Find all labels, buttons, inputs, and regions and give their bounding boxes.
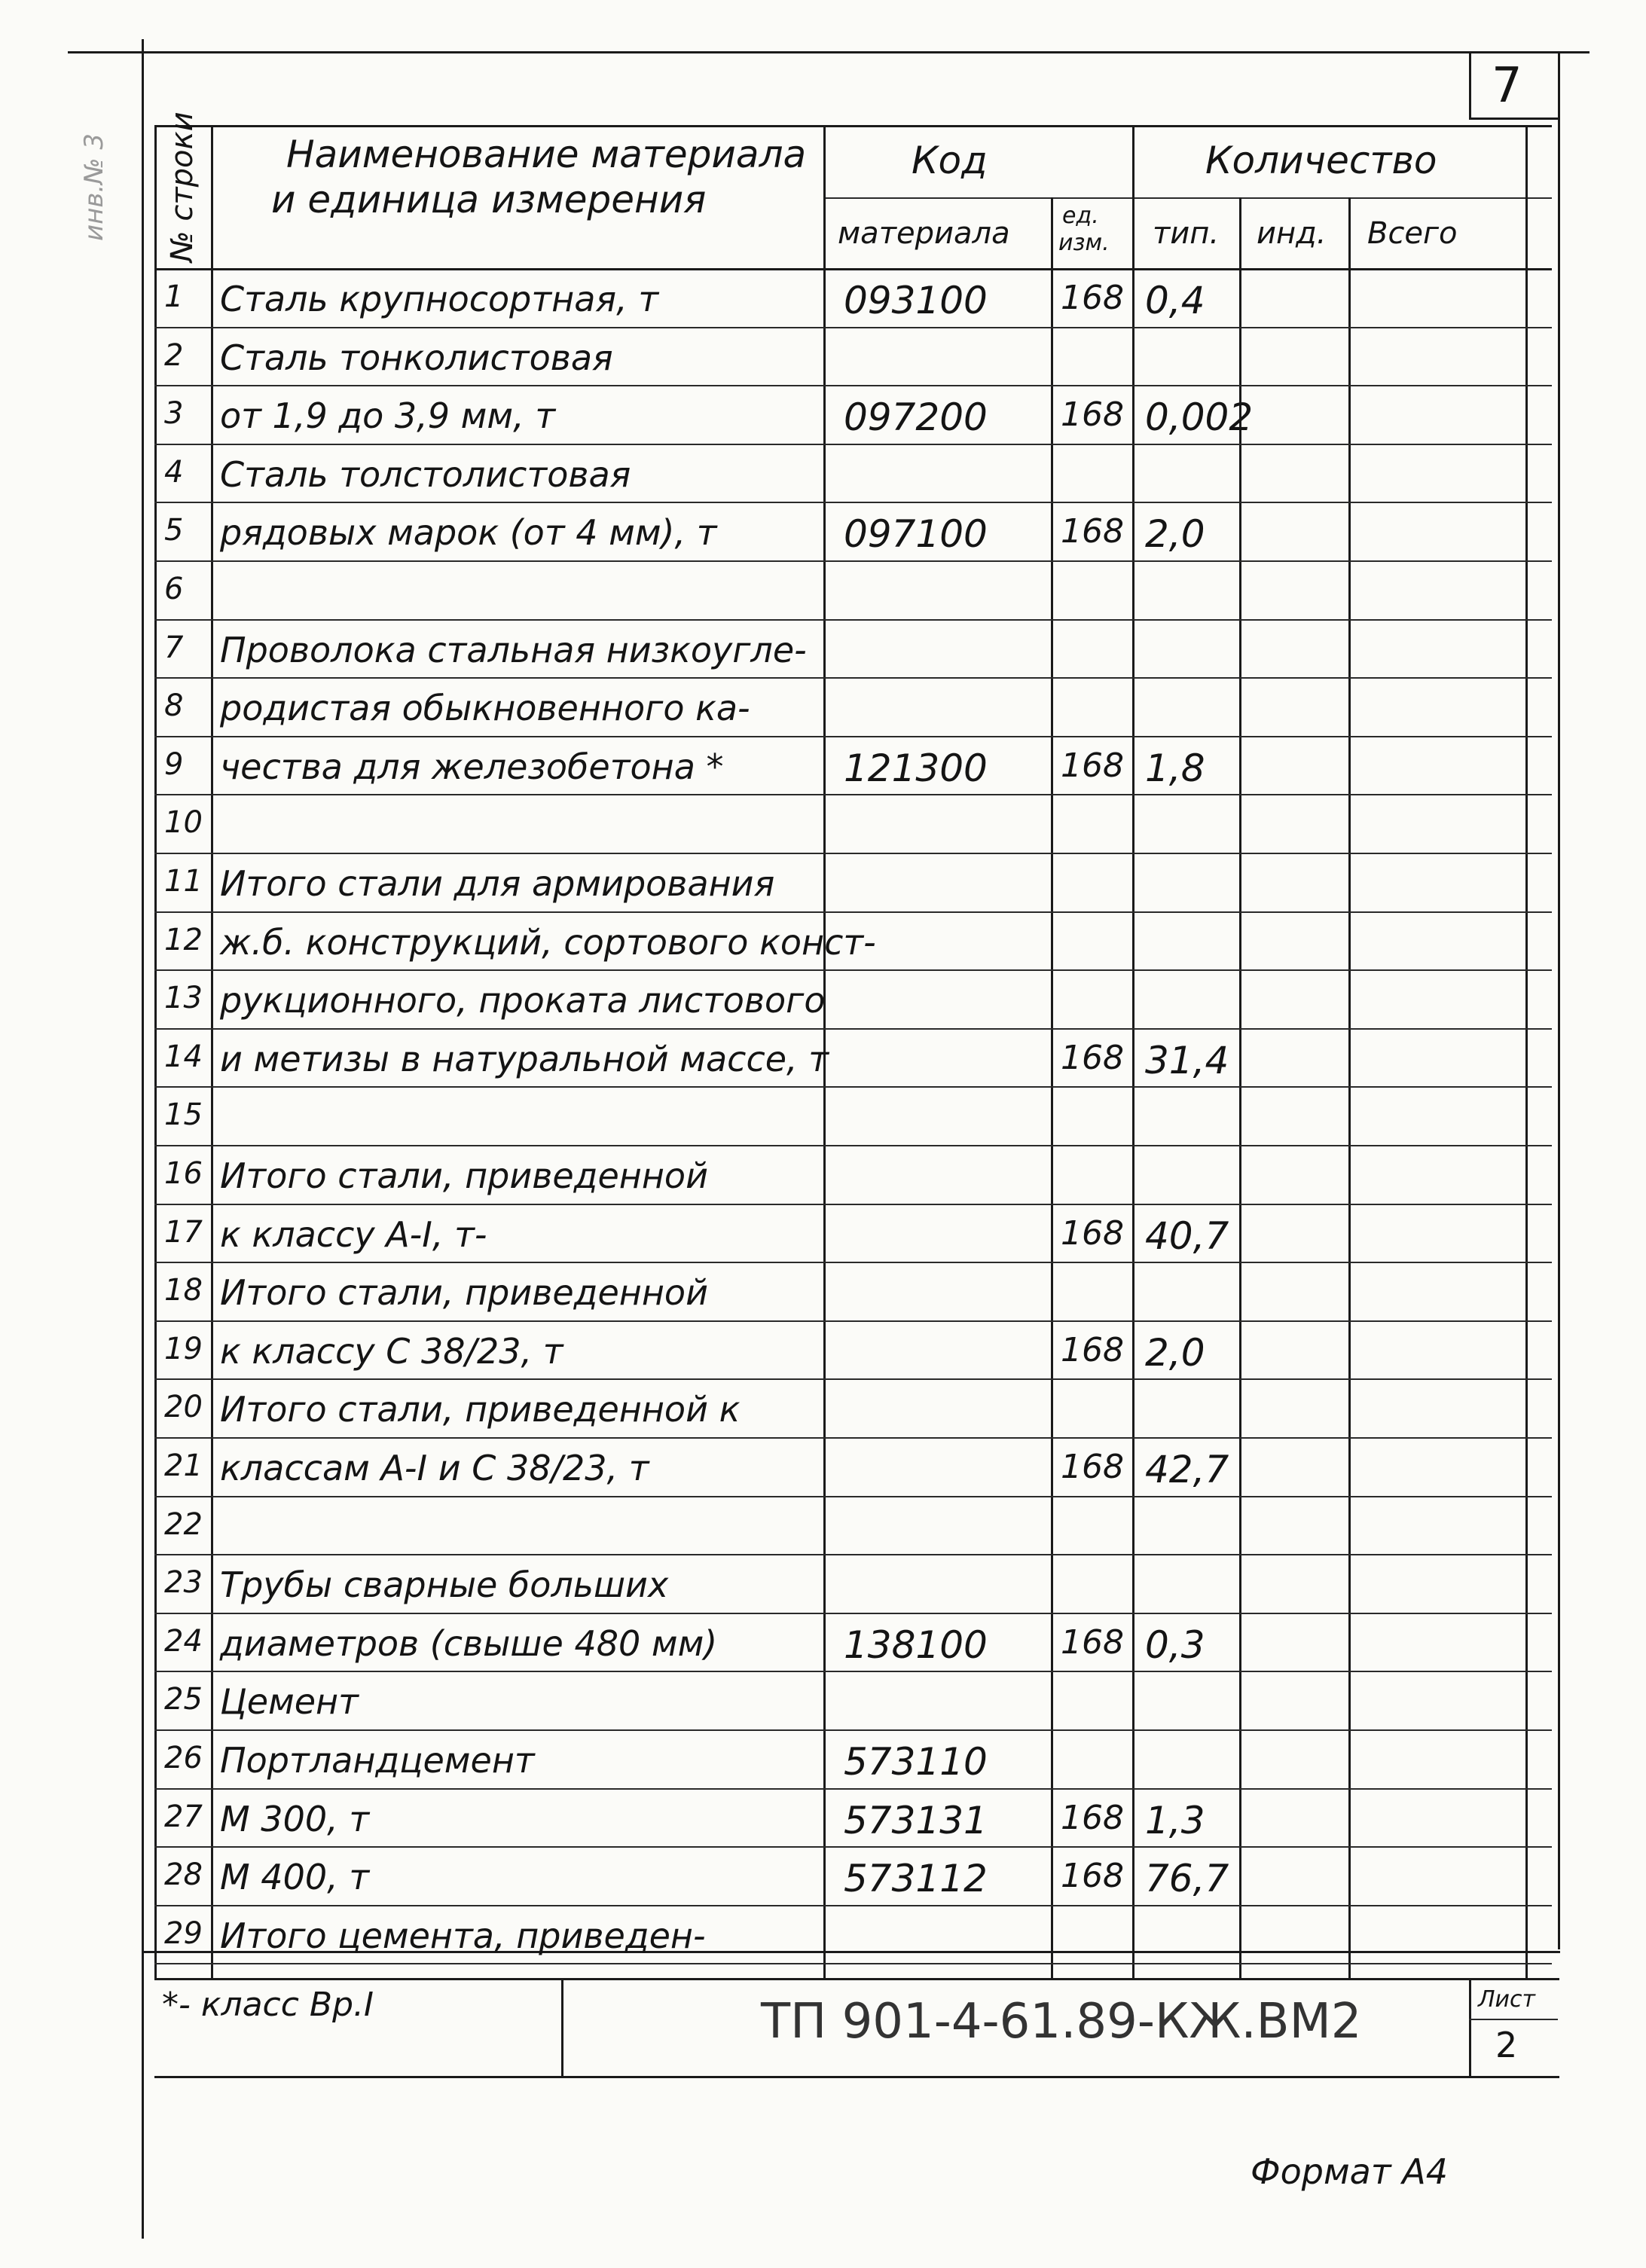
- row-number: 17: [164, 1214, 203, 1250]
- header-ind: инд.: [1257, 216, 1327, 251]
- row-number: 15: [164, 1097, 203, 1133]
- row-number: 28: [164, 1857, 203, 1893]
- table-row-line: [154, 502, 1552, 503]
- header-bottom-line: [154, 268, 1552, 270]
- col-line-5: [1239, 197, 1241, 1978]
- row-unit-code: 168: [1061, 279, 1124, 317]
- table-row-line: [154, 1145, 1552, 1146]
- frame-left-line: [142, 39, 144, 2239]
- header-name-line2: и единица измерения: [271, 178, 707, 221]
- row-material-name: и метизы в натуральной массе, т: [220, 1038, 829, 1079]
- row-number: 24: [164, 1623, 203, 1659]
- sheet-box-mid: [1469, 2019, 1558, 2020]
- table-row-line: [154, 1554, 1552, 1555]
- format-label: Формат А4: [1251, 2151, 1448, 2192]
- row-material-name: рядовых марок (от 4 мм), т: [220, 512, 717, 554]
- row-number: 9: [164, 746, 184, 782]
- row-number: 11: [164, 864, 203, 899]
- row-material-name: М 400, т: [220, 1857, 370, 1898]
- row-material-code: 573131: [844, 1798, 988, 1842]
- col-line-6: [1348, 197, 1351, 1978]
- table-row-line: [154, 1613, 1552, 1614]
- row-typ-quantity: 31,4: [1145, 1038, 1229, 1082]
- row-material-name: Сталь толстолистовая: [220, 453, 631, 495]
- row-unit-code: 168: [1061, 1622, 1124, 1662]
- row-material-name: классам А-I и С 38/23, т: [220, 1448, 649, 1488]
- col-line-0: [154, 125, 157, 1978]
- header-material: материала: [838, 216, 1010, 251]
- col-line-1: [211, 125, 213, 1978]
- col-line-4: [1132, 125, 1134, 1978]
- header-name-line1: Наименование материала: [286, 133, 807, 176]
- row-typ-quantity: 0,002: [1145, 395, 1254, 440]
- page-number-box-left: [1469, 51, 1471, 119]
- table-row-line: [154, 969, 1552, 971]
- table-row-line: [154, 911, 1552, 913]
- row-unit-code: 168: [1061, 1330, 1124, 1369]
- header-row-number: № строки: [165, 111, 200, 262]
- table-row-line: [154, 327, 1552, 328]
- frame-top-line: [68, 51, 1590, 53]
- stamp-bottom-line: [154, 2076, 1559, 2078]
- row-material-code: 097200: [844, 395, 988, 440]
- header-code: Код: [912, 139, 988, 182]
- table-row-line: [154, 1437, 1552, 1439]
- row-material-code: 573112: [844, 1857, 988, 1901]
- stamp-divider-right: [1469, 1978, 1471, 2076]
- row-material-name: Проволока стальная низкоугле-: [220, 629, 807, 670]
- row-unit-code: 168: [1061, 1798, 1124, 1837]
- row-material-code: 093100: [844, 279, 988, 322]
- row-material-code: 097100: [844, 512, 988, 557]
- row-typ-quantity: 0,4: [1145, 279, 1205, 322]
- row-material-code: 138100: [844, 1622, 988, 1667]
- row-material-name: к классу А-I, т-: [220, 1213, 487, 1255]
- row-number: 25: [164, 1682, 203, 1717]
- row-typ-quantity: 2,0: [1145, 512, 1205, 557]
- table-row-line: [154, 619, 1552, 621]
- row-number: 14: [164, 1039, 203, 1074]
- row-material-name: родистая обыкновенного ка-: [220, 688, 750, 729]
- row-material-name: диаметров (свыше 480 мм): [220, 1622, 718, 1664]
- row-material-name: Трубы сварные больших: [220, 1564, 669, 1606]
- header-unit-line1: ед.: [1062, 203, 1099, 229]
- table-bottom-line: [154, 1978, 1559, 1980]
- row-typ-quantity: 1,3: [1145, 1798, 1205, 1842]
- row-typ-quantity: 76,7: [1145, 1857, 1229, 1901]
- row-material-name: к классу С 38/23, т: [220, 1330, 563, 1372]
- row-number: 2: [164, 337, 184, 373]
- table-row-line: [154, 560, 1552, 562]
- table-row-line: [154, 677, 1552, 679]
- row-number: 10: [164, 805, 203, 841]
- row-unit-code: 168: [1061, 746, 1124, 785]
- row-unit-code: 168: [1061, 1857, 1124, 1896]
- row-material-name: рукционного, проката листового: [220, 980, 826, 1021]
- table-row-line: [154, 853, 1552, 854]
- margin-stamp: инв.№ 3: [79, 133, 109, 241]
- row-number: 27: [164, 1799, 203, 1834]
- table-row-line: [154, 1204, 1552, 1205]
- page-number: 7: [1492, 58, 1522, 114]
- row-number: 4: [164, 454, 184, 490]
- table-row-line: [154, 1028, 1552, 1030]
- table-row-line: [154, 1496, 1552, 1497]
- row-number: 16: [164, 1156, 203, 1191]
- sheet-number: 2: [1495, 2025, 1518, 2065]
- page-number-box-bottom: [1469, 118, 1559, 120]
- document-code: ТП 901-4-61.89-КЖ.ВМ2: [761, 1994, 1362, 2050]
- row-unit-code: 168: [1061, 1448, 1124, 1486]
- row-unit-code: 168: [1061, 395, 1124, 435]
- row-number: 26: [164, 1741, 203, 1775]
- row-material-code: 121300: [844, 746, 988, 790]
- sheet-label: Лист: [1478, 1986, 1536, 2013]
- row-material-name: Итого стали, приведенной: [220, 1155, 708, 1196]
- row-number: 12: [164, 922, 203, 957]
- row-number: 22: [164, 1506, 203, 1542]
- row-unit-code: 168: [1061, 1038, 1124, 1077]
- header-total: Всего: [1367, 216, 1458, 251]
- row-material-name: Итого стали, приведенной: [220, 1272, 708, 1314]
- row-material-name: от 1,9 до 3,9 мм, т: [220, 395, 556, 437]
- header-typ: тип.: [1153, 216, 1220, 251]
- row-material-name: Итого цемента, приведен-: [220, 1915, 706, 1956]
- row-number: 18: [164, 1273, 203, 1308]
- table-row-line: [154, 1671, 1552, 1672]
- table-row-line: [154, 1905, 1552, 1906]
- header-mid-line: [823, 197, 1552, 199]
- table-row-line: [154, 736, 1552, 737]
- row-number: 1: [164, 279, 184, 314]
- header-quantity: Количество: [1205, 139, 1437, 182]
- row-number: 13: [164, 981, 203, 1016]
- row-material-code: 573110: [844, 1740, 988, 1784]
- row-material-name: Итого стали, приведенной к: [220, 1389, 741, 1430]
- row-typ-quantity: 42,7: [1145, 1448, 1229, 1491]
- row-typ-quantity: 0,3: [1145, 1622, 1205, 1667]
- row-material-name: Сталь тонколистовая: [220, 337, 613, 378]
- row-number: 5: [164, 513, 184, 548]
- frame-right-line: [1558, 51, 1560, 1949]
- row-typ-quantity: 1,8: [1145, 746, 1205, 790]
- col-line-7: [1525, 125, 1528, 1978]
- table-row-line: [154, 1846, 1552, 1848]
- stamp-divider-left: [561, 1978, 563, 2076]
- row-number: 21: [164, 1448, 203, 1483]
- table-row-line: [154, 1262, 1552, 1263]
- row-material-name: Портландцемент: [220, 1740, 535, 1781]
- table-row-line: [154, 1086, 1552, 1088]
- row-material-name: Цемент: [220, 1681, 359, 1723]
- row-number: 23: [164, 1565, 203, 1601]
- row-material-name: ж.б. конструкций, сортового конст-: [220, 921, 876, 963]
- row-material-name: Итого стали для армирования: [220, 863, 775, 904]
- table-row-line: [154, 1378, 1552, 1380]
- table-row-line: [154, 444, 1552, 445]
- row-material-name: чества для железобетона *: [220, 746, 724, 787]
- table-row-line: [154, 385, 1552, 386]
- row-unit-code: 168: [1061, 1213, 1124, 1253]
- row-number: 19: [164, 1331, 203, 1366]
- row-number: 20: [164, 1390, 203, 1425]
- row-material-name: М 300, т: [220, 1798, 370, 1839]
- table-row-line: [154, 1963, 1552, 1964]
- table-row-line: [154, 1729, 1552, 1731]
- row-typ-quantity: 40,7: [1145, 1213, 1229, 1258]
- table-row-line: [154, 794, 1552, 795]
- table-top-line: [154, 125, 1552, 127]
- row-number: 29: [164, 1915, 203, 1951]
- header-unit-line2: изм.: [1058, 230, 1110, 256]
- row-number: 6: [164, 572, 184, 606]
- table-row-line: [154, 1788, 1552, 1790]
- row-number: 7: [164, 630, 184, 665]
- row-number: 3: [164, 396, 184, 432]
- row-material-name: Сталь крупносортная, т: [220, 279, 659, 319]
- table-row-line: [154, 1320, 1552, 1322]
- row-number: 8: [164, 688, 184, 724]
- row-unit-code: 168: [1061, 512, 1124, 551]
- row-typ-quantity: 2,0: [1145, 1330, 1205, 1375]
- footnote: *- класс Вр.I: [162, 1986, 374, 2024]
- col-line-3: [1051, 197, 1053, 1978]
